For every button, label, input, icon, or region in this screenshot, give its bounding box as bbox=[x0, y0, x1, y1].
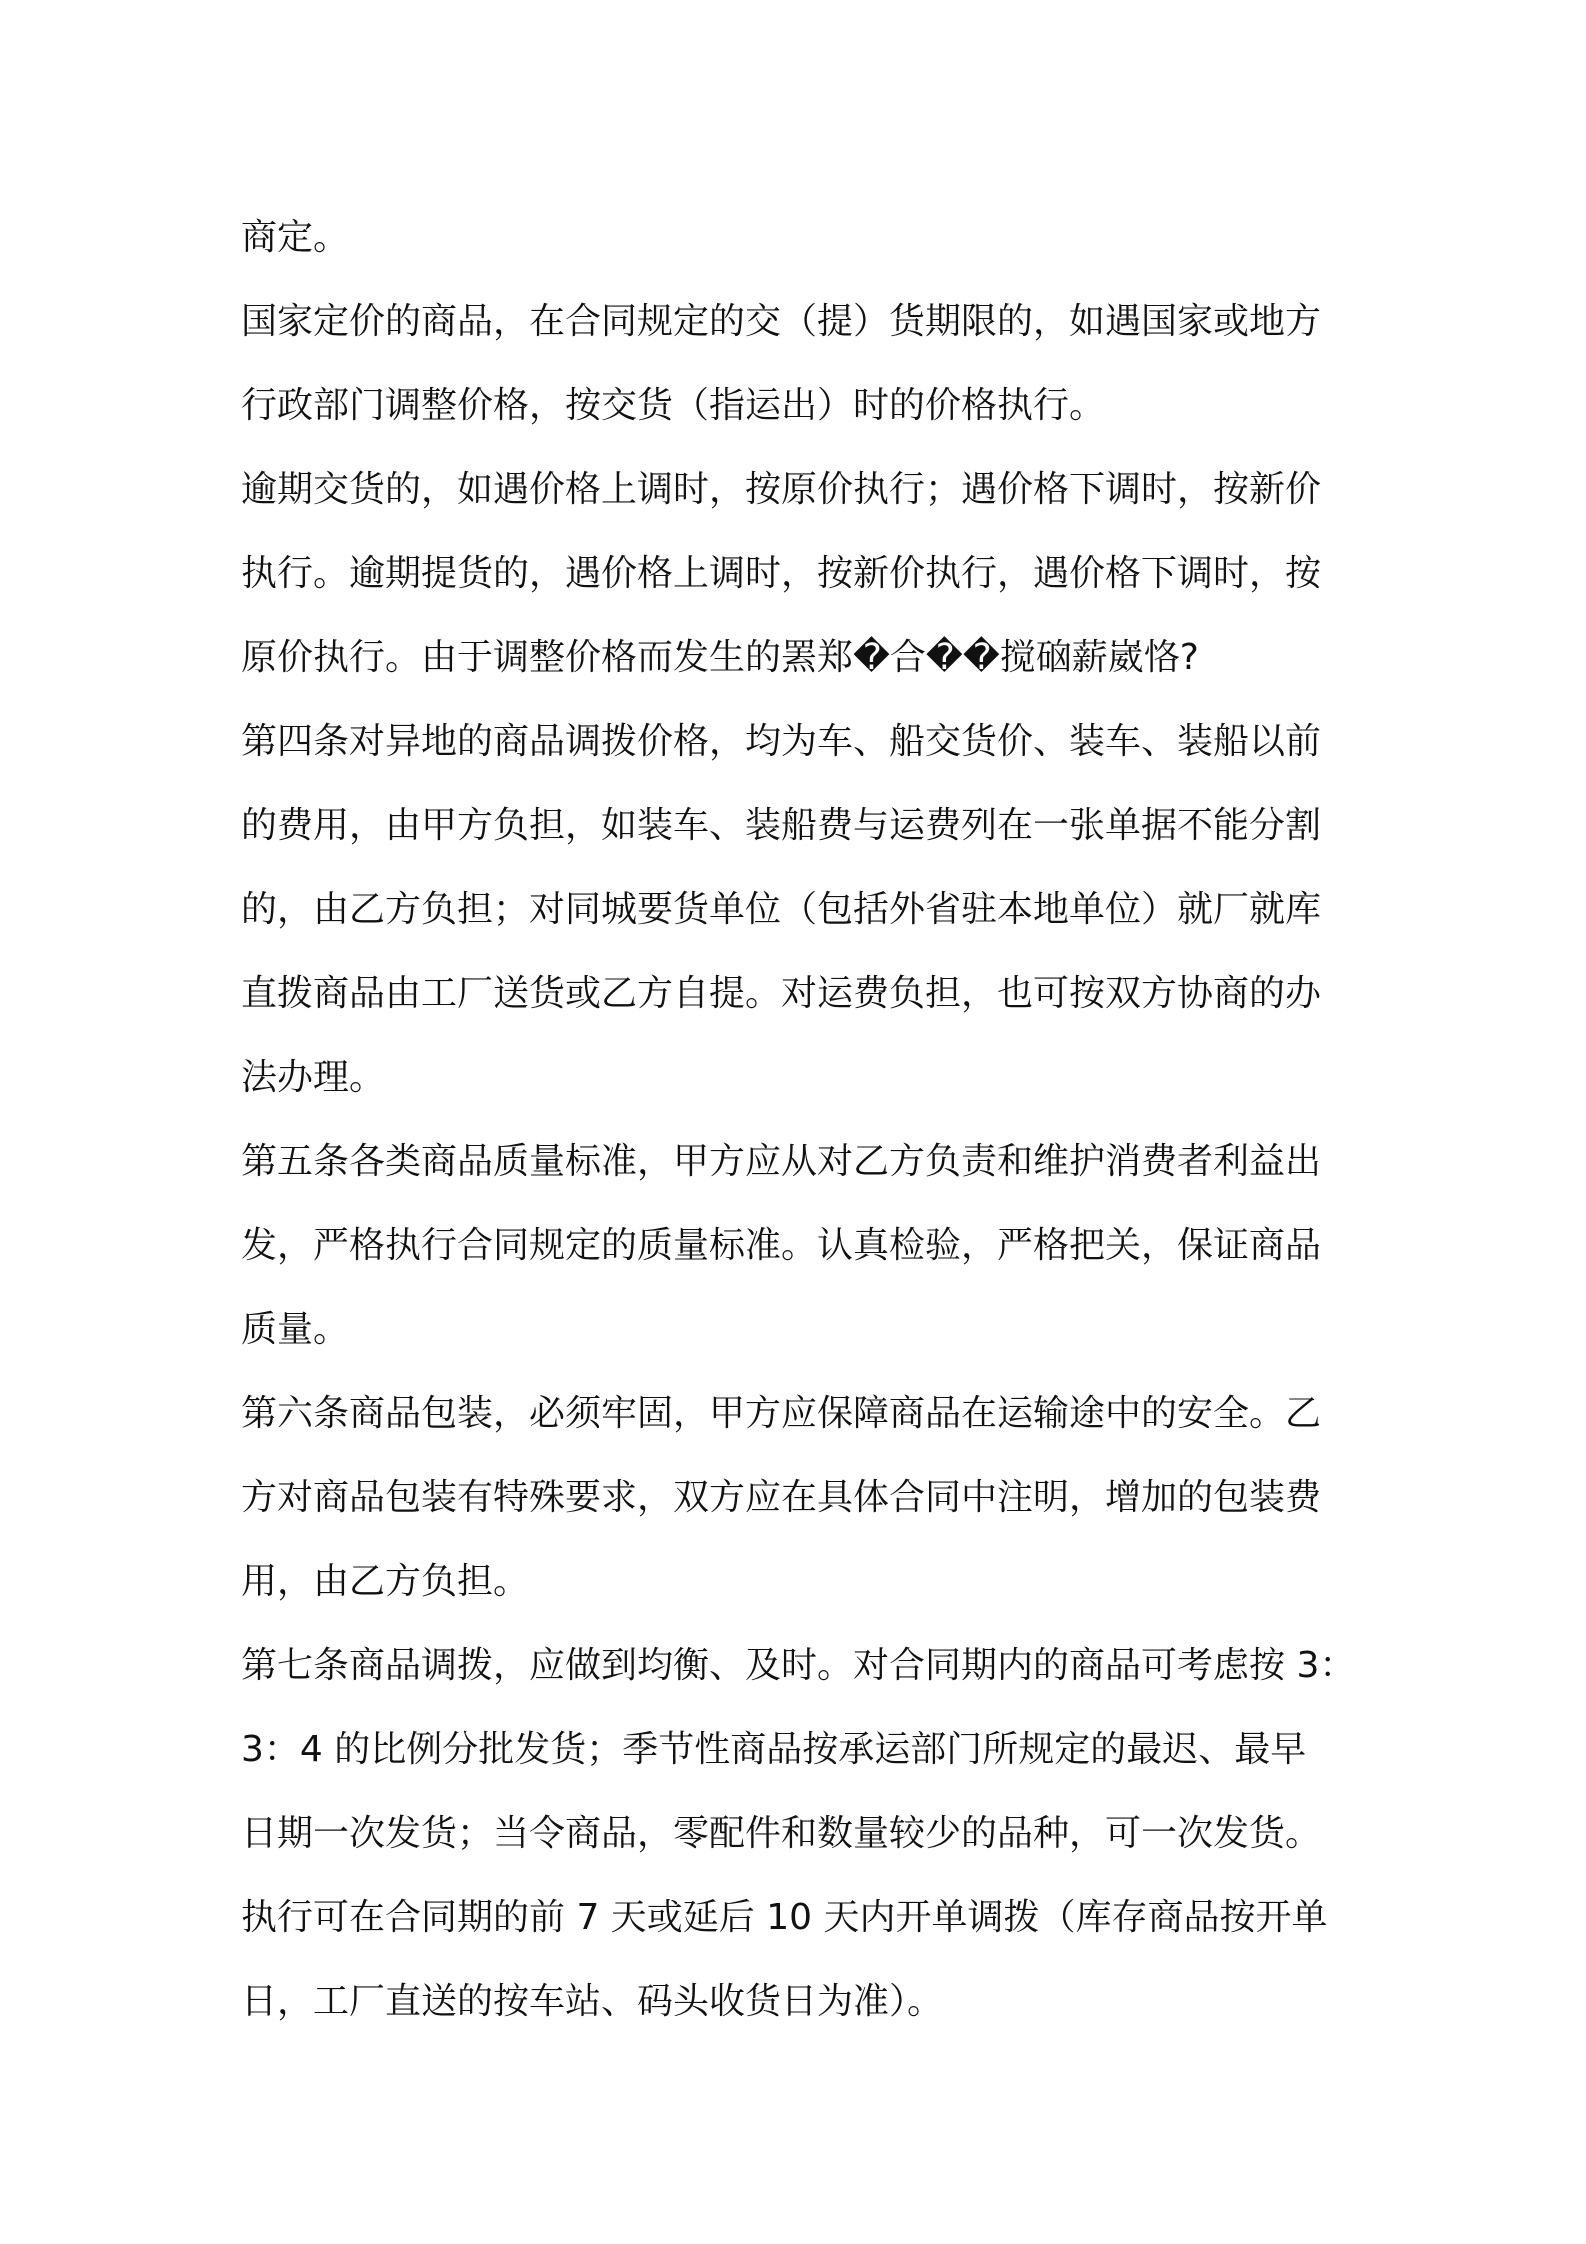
text-line: 第七条商品调拨，应做到均衡、及时。对合同期内的商品可考虑按 3： bbox=[241, 1645, 1356, 1686]
text-line: 方对商品包装有特殊要求，双方应在具体合同中注明，增加的包装费 bbox=[241, 1477, 1322, 1518]
text-line: 发，严格执行合同规定的质量标准。认真检验，严格把关，保证商品 bbox=[241, 1225, 1322, 1266]
text-line: 法办理。 bbox=[241, 1057, 386, 1098]
text-line: 第四条对异地的商品调拨价格，均为车、船交货价、装车、装船以前 bbox=[241, 721, 1322, 762]
text-line: 商定。 bbox=[241, 217, 350, 258]
text-line: 3：4 的比例分批发货；季节性商品按承运部门所规定的最迟、最早 bbox=[241, 1729, 1307, 1770]
text-line: 国家定价的商品，在合同规定的交（提）货期限的，如遇国家或地方 bbox=[241, 301, 1322, 342]
text-line: 第六条商品包装，必须牢固，甲方应保障商品在运输途中的安全。乙 bbox=[241, 1393, 1322, 1434]
text-line: 的费用，由甲方负担，如装车、装船费与运费列在一张单据不能分割 bbox=[241, 805, 1322, 846]
text-line: 行政部门调整价格，按交货（指运出）时的价格执行。 bbox=[241, 385, 1106, 426]
text-line: 执行可在合同期的前 7 天或延后 10 天内开单调拨（库存商品按开单 bbox=[241, 1897, 1328, 1938]
contract-text bbox=[241, 196, 1361, 2044]
text-line: 质量。 bbox=[241, 1309, 350, 1350]
text-line: 日，工厂直送的按车站、码头收货日为准）。 bbox=[241, 1981, 944, 2022]
text-line: 用，由乙方负担。 bbox=[241, 1561, 530, 1602]
text-line: 直拨商品由工厂送货或乙方自提。对运费负担，也可按双方协商的办 bbox=[241, 973, 1322, 1014]
text-line: 原价执行。由于调整价格而发生的罴郑�合��搅硇薪崴恪? bbox=[241, 637, 1199, 678]
text-line: 逾期交货的，如遇价格上调时，按原价执行；遇价格下调时，按新价 bbox=[241, 469, 1322, 510]
text-line: 日期一次发货；当令商品，零配件和数量较少的品种，可一次发货。 bbox=[241, 1813, 1322, 1854]
text-line: 执行。逾期提货的，遇价格上调时，按新价执行，遇价格下调时，按 bbox=[241, 553, 1322, 594]
text-line: 的，由乙方负担；对同城要货单位（包括外省驻本地单位）就厂就库 bbox=[241, 889, 1322, 930]
text-line: 第五条各类商品质量标准，甲方应从对乙方负责和维护消费者利益出 bbox=[241, 1141, 1322, 1182]
